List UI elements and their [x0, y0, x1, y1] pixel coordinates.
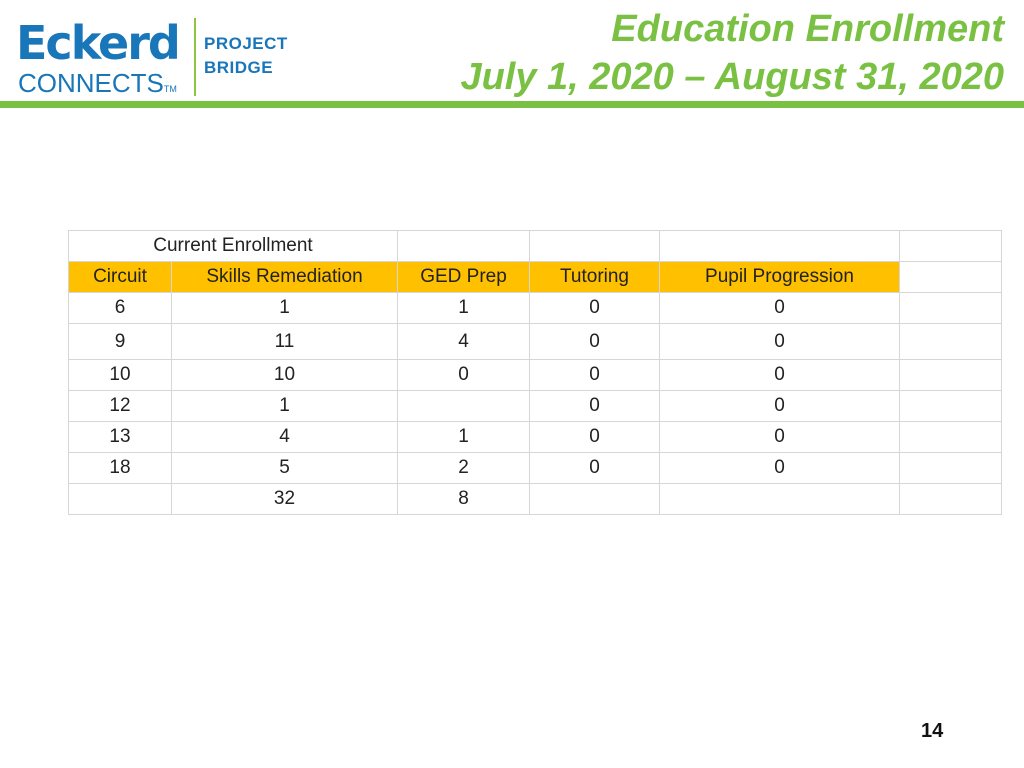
table-cell [660, 231, 900, 262]
cell-ged-prep: 1 [398, 422, 530, 453]
cell-pupil-progression: 0 [660, 360, 900, 391]
logo-program-name [204, 32, 288, 80]
logo-sub-text [18, 68, 177, 99]
column-header-ged-prep: GED Prep [398, 262, 530, 293]
cell-circuit: 10 [69, 360, 172, 391]
logo-program-line1: PROJECT [204, 34, 288, 53]
table-header-row [69, 262, 1002, 293]
table-cell [900, 293, 1002, 324]
cell-tutoring: 0 [530, 453, 660, 484]
cell-ged-prep: 4 [398, 324, 530, 360]
table-cell [900, 422, 1002, 453]
cell-skills-remediation: 1 [172, 293, 398, 324]
table-row [69, 391, 1002, 422]
table-row [69, 360, 1002, 391]
logo-trademark: TM [163, 84, 177, 94]
cell-circuit: 13 [69, 422, 172, 453]
header-rule [0, 101, 1024, 108]
table-cell [530, 231, 660, 262]
table-cell [398, 231, 530, 262]
slide-header [0, 0, 1024, 112]
cell-ged-prep: 2 [398, 453, 530, 484]
table-caption: Current Enrollment [69, 231, 398, 262]
cell-tutoring: 0 [530, 391, 660, 422]
cell-skills-remediation: 1 [172, 391, 398, 422]
cell-tutoring: 0 [530, 324, 660, 360]
cell-skills-remediation: 5 [172, 453, 398, 484]
table-cell [900, 360, 1002, 391]
column-header-tutoring: Tutoring [530, 262, 660, 293]
table-cell [660, 484, 900, 515]
cell-circuit: 12 [69, 391, 172, 422]
cell-tutoring: 0 [530, 293, 660, 324]
cell-ged-prep: 1 [398, 293, 530, 324]
column-header-skills-remediation: Skills Remediation [172, 262, 398, 293]
logo-program-line2: BRIDGE [204, 58, 274, 77]
cell-tutoring: 0 [530, 360, 660, 391]
cell-tutoring: 0 [530, 422, 660, 453]
cell-skills-remediation: 10 [172, 360, 398, 391]
cell-pupil-progression: 0 [660, 324, 900, 360]
cell-skills-remediation: 11 [172, 324, 398, 360]
cell-skills-remediation: 4 [172, 422, 398, 453]
table-cell [900, 453, 1002, 484]
table-cell [530, 484, 660, 515]
cell-pupil-progression: 0 [660, 422, 900, 453]
eckerd-connects-logo [14, 10, 304, 100]
page-number: 14 [921, 720, 944, 742]
table-cell [900, 391, 1002, 422]
column-header-circuit: Circuit [69, 262, 172, 293]
cell-pupil-progression: 0 [660, 293, 900, 324]
column-header-pupil-progression: Pupil Progression [660, 262, 900, 293]
cell-circuit: 18 [69, 453, 172, 484]
table-cell [69, 484, 172, 515]
table-totals-row [69, 484, 1002, 515]
cell-ged-prep [398, 391, 530, 422]
cell-pupil-progression: 0 [660, 391, 900, 422]
table-row [69, 422, 1002, 453]
slide-date-range: July 1, 2020 – August 31, 2020 [460, 56, 1004, 98]
cell-circuit: 9 [69, 324, 172, 360]
table-cell [900, 484, 1002, 515]
enrollment-table [68, 230, 1002, 515]
cell-ged-prep: 0 [398, 360, 530, 391]
cell-pupil-progression: 0 [660, 453, 900, 484]
table-cell [900, 231, 1002, 262]
table-cell [900, 262, 1002, 293]
logo-brand-text: Eckerd [16, 16, 179, 70]
table-cell [900, 324, 1002, 360]
table-row [69, 324, 1002, 360]
total-ged-prep: 8 [398, 484, 530, 515]
logo-connects-word: CONNECTS [18, 68, 164, 98]
logo-divider [194, 18, 196, 96]
cell-circuit: 6 [69, 293, 172, 324]
table-row [69, 453, 1002, 484]
table-row [69, 293, 1002, 324]
total-skills-remediation: 32 [172, 484, 398, 515]
slide-title: Education Enrollment [611, 8, 1004, 50]
table-caption-row [69, 231, 1002, 262]
